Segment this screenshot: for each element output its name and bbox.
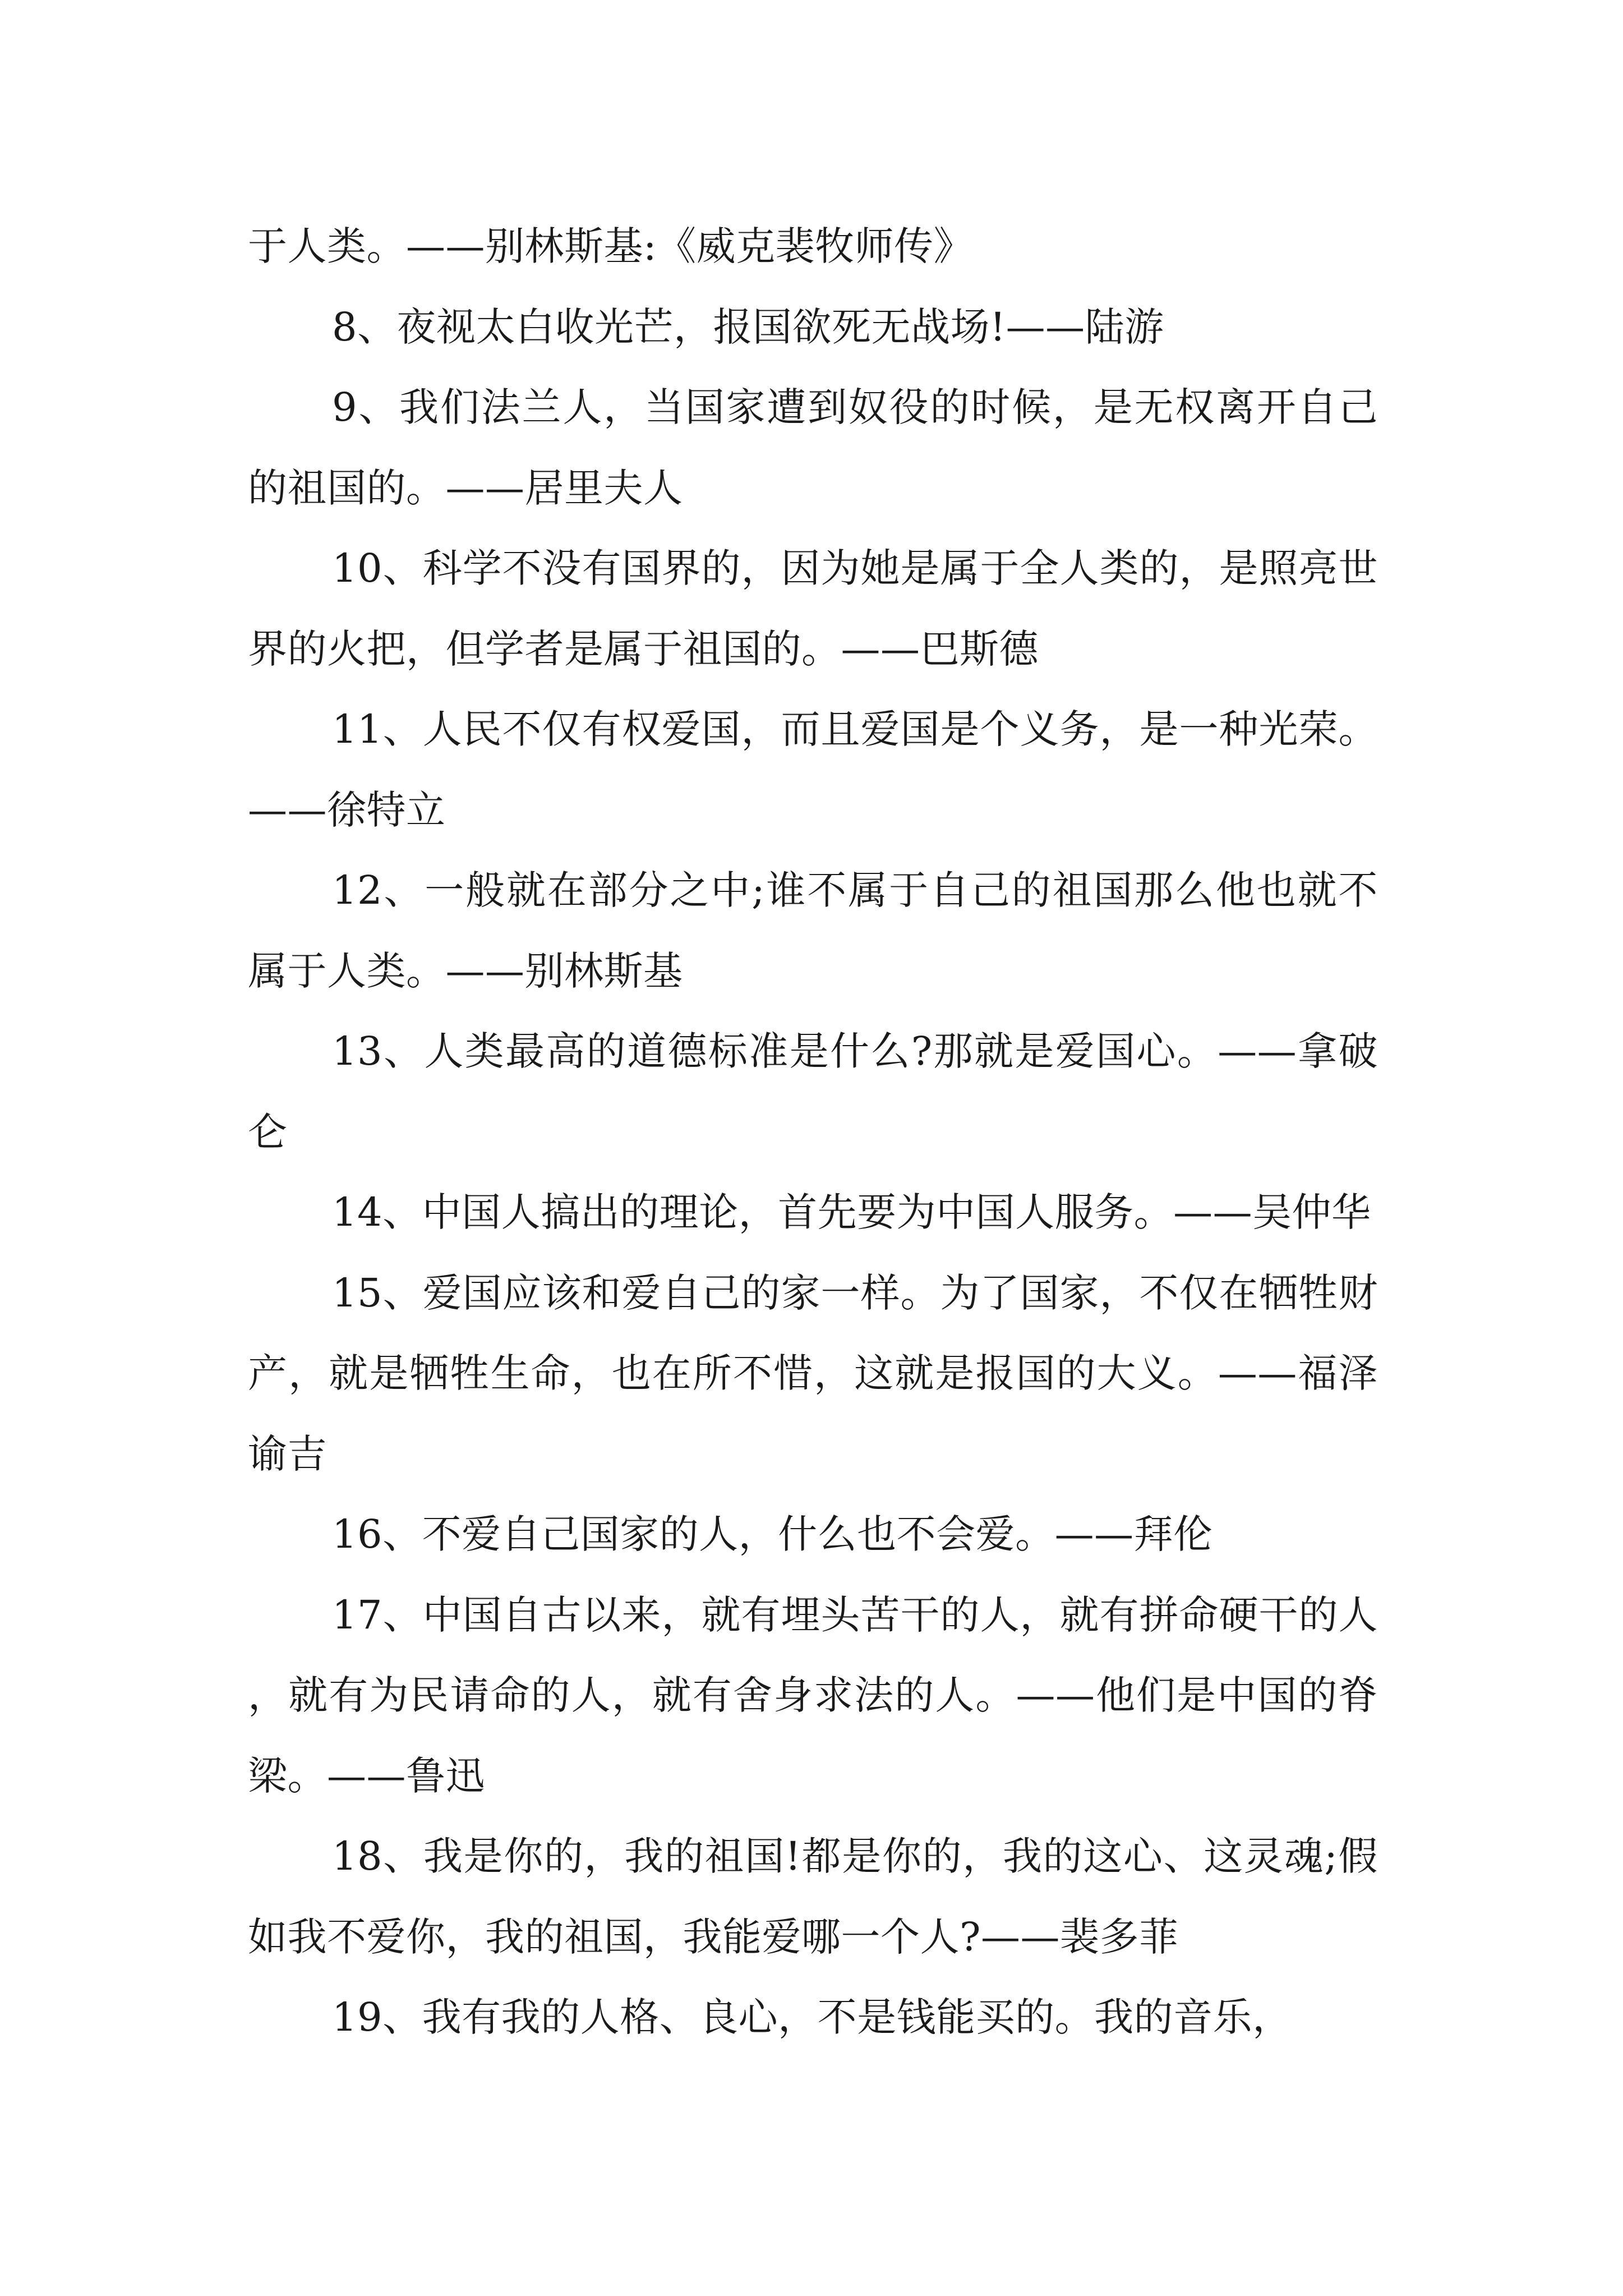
quote-paragraph: 19、我有我的人格、良心，不是钱能买的。我的音乐， — [332, 1994, 1292, 2040]
quote-paragraph: 14、中国人搞出的理论，首先要为中国人服务。——吴仲华 — [332, 1189, 1371, 1235]
quote-paragraph: 18、我是你的，我的祖国!都是你的，我的这心、这灵魂;假如我不爱你，我的祖国，我能爱哪一个人?——裴多菲 — [248, 1833, 1378, 1960]
quote-paragraph: 9、我们法兰人，当国家遭到奴役的时候，是无权离开自己的祖国的。——居里夫人 — [248, 384, 1378, 511]
quote-paragraph: 16、不爱自己国家的人，什么也不会爱。——拜伦 — [332, 1511, 1213, 1557]
quote-paragraph: 于人类。——别林斯基:《威克裴牧师传》 — [248, 223, 974, 269]
quote-paragraph: 15、爱国应该和爱自己的家一样。为了国家，不仅在牺牲财产，就是牺牲生命，也在所不惜，这就是报国的大义。——福泽谕吉 — [248, 1269, 1378, 1477]
quote-paragraph: 17、中国自古以来，就有埋头苦干的人，就有拼命硬干的人，就有为民请命的人，就有舍身求法的人。——他们是中国的脊梁。——鲁迅 — [248, 1591, 1378, 1799]
quote-paragraph: 8、夜视太白收光芒，报国欲死无战场!——陆游 — [332, 303, 1164, 350]
quote-list — [248, 206, 1378, 2058]
quote-paragraph: 10、科学不没有国界的，因为她是属于全人类的，是照亮世界的火把，但学者是属于祖国的。——巴斯德 — [248, 545, 1378, 672]
quote-paragraph: 13、人类最高的道德标准是什么?那就是爱国心。——拿破仑 — [248, 1028, 1378, 1155]
quote-paragraph: 11、人民不仅有权爱国，而且爱国是个义务，是一种光荣。——徐特立 — [248, 706, 1378, 833]
quote-paragraph: 12、一般就在部分之中;谁不属于自己的祖国那么他也就不属于人类。——别林斯基 — [248, 867, 1378, 994]
